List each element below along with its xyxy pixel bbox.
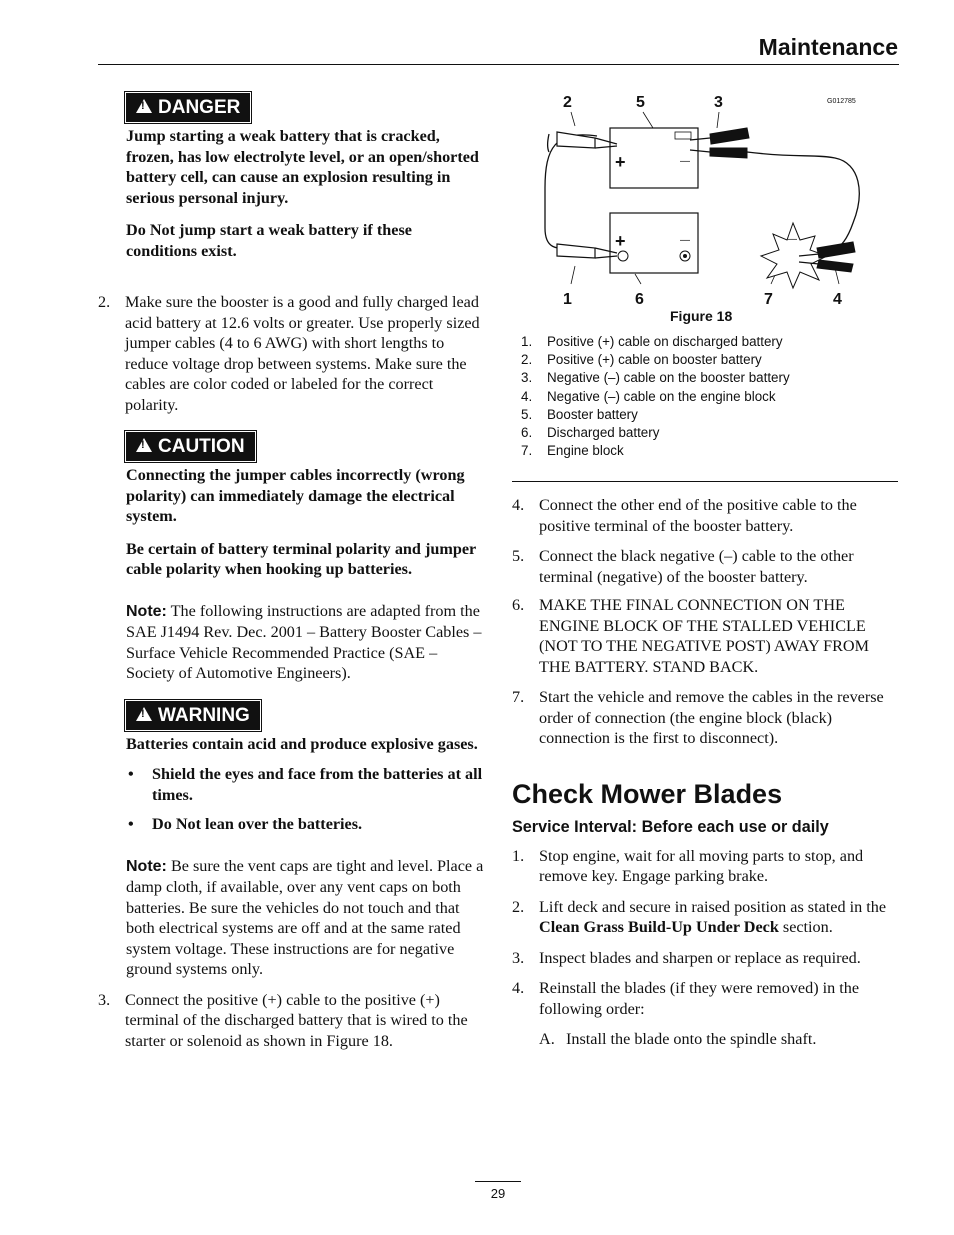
- legend-item: 6. Discharged battery: [521, 425, 660, 441]
- right-steps: [512, 495, 900, 1050]
- booster-minus: —: [680, 156, 690, 167]
- danger-text-1: Jump starting a weak battery that is cracked, frozen, has low electrolyte level, or an open/shorted battery cell, can cause an explosion resulting in serious personal injury.: [126, 127, 479, 207]
- callout-7: 7: [764, 291, 773, 308]
- warning-badge: !WARNING: [126, 701, 260, 730]
- legend-item: 1. Positive (+) cable on discharged battery: [521, 334, 783, 349]
- caution-badge: !CAUTION: [126, 432, 255, 461]
- positive-cable: [545, 135, 597, 249]
- step-3: 3. Connect the positive (+) cable to the positive (+) terminal of the discharged battery that is wired to the starter or solenoid as shown in Figure 18.: [98, 990, 468, 1050]
- caution-text-1: Connecting the jumper cables incorrectly (wrong polarity) can immediately damage the electrical system.: [126, 466, 465, 525]
- callout-6: 6: [635, 291, 644, 308]
- legend-item: 2. Positive (+) cable on booster battery: [521, 352, 762, 368]
- note-1: Note: The following instructions are adapted from the SAE J1494 Rev. Dec. 2001 – Battery Booster Cables – Surface Vehicle Recommended Practice (SAE – Society of Automotive Engineers).: [126, 601, 482, 682]
- blade-step-1: 1. Stop engine, wait for all moving parts to stop, and remove key. Engage parking brake.: [512, 846, 864, 885]
- danger-text-2: Do Not jump start a weak battery if these conditions exist.: [126, 221, 412, 260]
- step-4: 4. Connect the other end of the positive cable to the positive terminal of the booster battery.: [512, 496, 857, 535]
- discharged-minus: —: [680, 235, 690, 246]
- clamp-bottom-right: [817, 242, 855, 258]
- page-number: 29: [490, 1186, 506, 1201]
- figure-legend: [512, 333, 900, 460]
- danger-badge: !DANGER: [126, 93, 250, 122]
- note-2: Note: Be sure the vent caps are tight and level. Place a damp cloth, if available, over any vent caps on both batteries. Be sure the vehicles do not touch and that both electrical systems are off and at the same rated system voltage. These instructions are for negative ground systems only.: [126, 856, 484, 978]
- discharged-plus: +: [615, 231, 626, 251]
- header-rule: [98, 64, 899, 65]
- callout-5: 5: [636, 94, 645, 111]
- step-2: 2. Make sure the booster is a good and fully charged lead acid battery at 12.6 volts or greater. Use properly sized jumper cables (4 to 6 AWG) with short lengths to reduce voltage drop between systems. Make sure the cables are color coded or labeled for the correct polarity.: [98, 293, 480, 414]
- warning-triangle-icon: [136, 438, 152, 452]
- negative-cable: [747, 152, 859, 250]
- caution-box: [126, 432, 486, 580]
- blade-substep-a: A. Install the blade onto the spindle shaft.: [539, 1030, 817, 1048]
- section-title: Check Mower Blades: [512, 778, 783, 809]
- callout-1: 1: [563, 291, 572, 308]
- danger-box: [126, 93, 486, 261]
- blade-step-3: 3. Inspect blades and sharpen or replace as required.: [512, 948, 861, 967]
- legend-item: 3. Negative (–) cable on the booster battery: [521, 370, 790, 386]
- blade-step-4: 4. Reinstall the blades (if they were removed) in the following order:: [512, 979, 860, 1018]
- svg-text:—: —: [787, 234, 797, 245]
- footer-rule: [475, 1181, 521, 1182]
- left-column: [98, 93, 486, 1051]
- warning-bullet-1: • Shield the eyes and face from the batteries at all times.: [128, 765, 483, 804]
- figure-code: G012785: [827, 98, 856, 105]
- warning-triangle-icon: [136, 707, 152, 721]
- warning-bullet-2: • Do Not lean over the batteries.: [128, 815, 363, 833]
- section-reference: Clean Grass Build-Up Under Deck: [539, 918, 779, 936]
- clamp-top-right: [710, 128, 749, 144]
- step-5: 5. Connect the black negative (–) cable to the other terminal (negative) of the booster battery.: [512, 547, 854, 586]
- legend-item: 7. Engine block: [521, 443, 624, 459]
- engine-block: [761, 223, 827, 288]
- booster-plus: +: [615, 152, 626, 172]
- step-6: 6. MAKE THE FINAL CONNECTION ON THE ENGINE BLOCK OF THE STALLED VEHICLE (NOT TO THE NEGATIVE POST) AWAY FROM THE BATTERY. STAND BACK.: [512, 596, 869, 676]
- clamp-bottom-left: [557, 244, 595, 258]
- legend-item: 5. Booster battery: [521, 406, 638, 422]
- figure-rule: [512, 481, 898, 482]
- warning-box: [126, 701, 486, 835]
- warning-triangle-icon: [136, 99, 152, 113]
- warning-text-1: Batteries contain acid and produce explosive gases.: [126, 734, 478, 753]
- callout-3: 3: [714, 94, 723, 111]
- legend-item: 4. Negative (–) cable on the engine block: [521, 388, 776, 404]
- blade-step-2: 2. Lift deck and secure in raised position as stated in the Clean Grass Build-Up Under Deck section.: [512, 897, 887, 936]
- figure-18-diagram: [535, 88, 865, 310]
- page-header-title: Maintenance: [758, 34, 898, 60]
- figure-caption: Figure 18: [670, 308, 733, 324]
- callout-2: 2: [563, 94, 572, 111]
- service-interval: Service Interval: Before each use or daily: [512, 817, 829, 836]
- step-7: 7. Start the vehicle and remove the cables in the reverse order of connection (the engine block (black) connection is the first to disconnect).: [512, 688, 884, 747]
- clamp-top-left: [557, 132, 595, 148]
- callout-4: 4: [833, 291, 842, 308]
- caution-text-2: Be certain of battery terminal polarity and jumper cable polarity when hooking up batteries.: [126, 539, 476, 578]
